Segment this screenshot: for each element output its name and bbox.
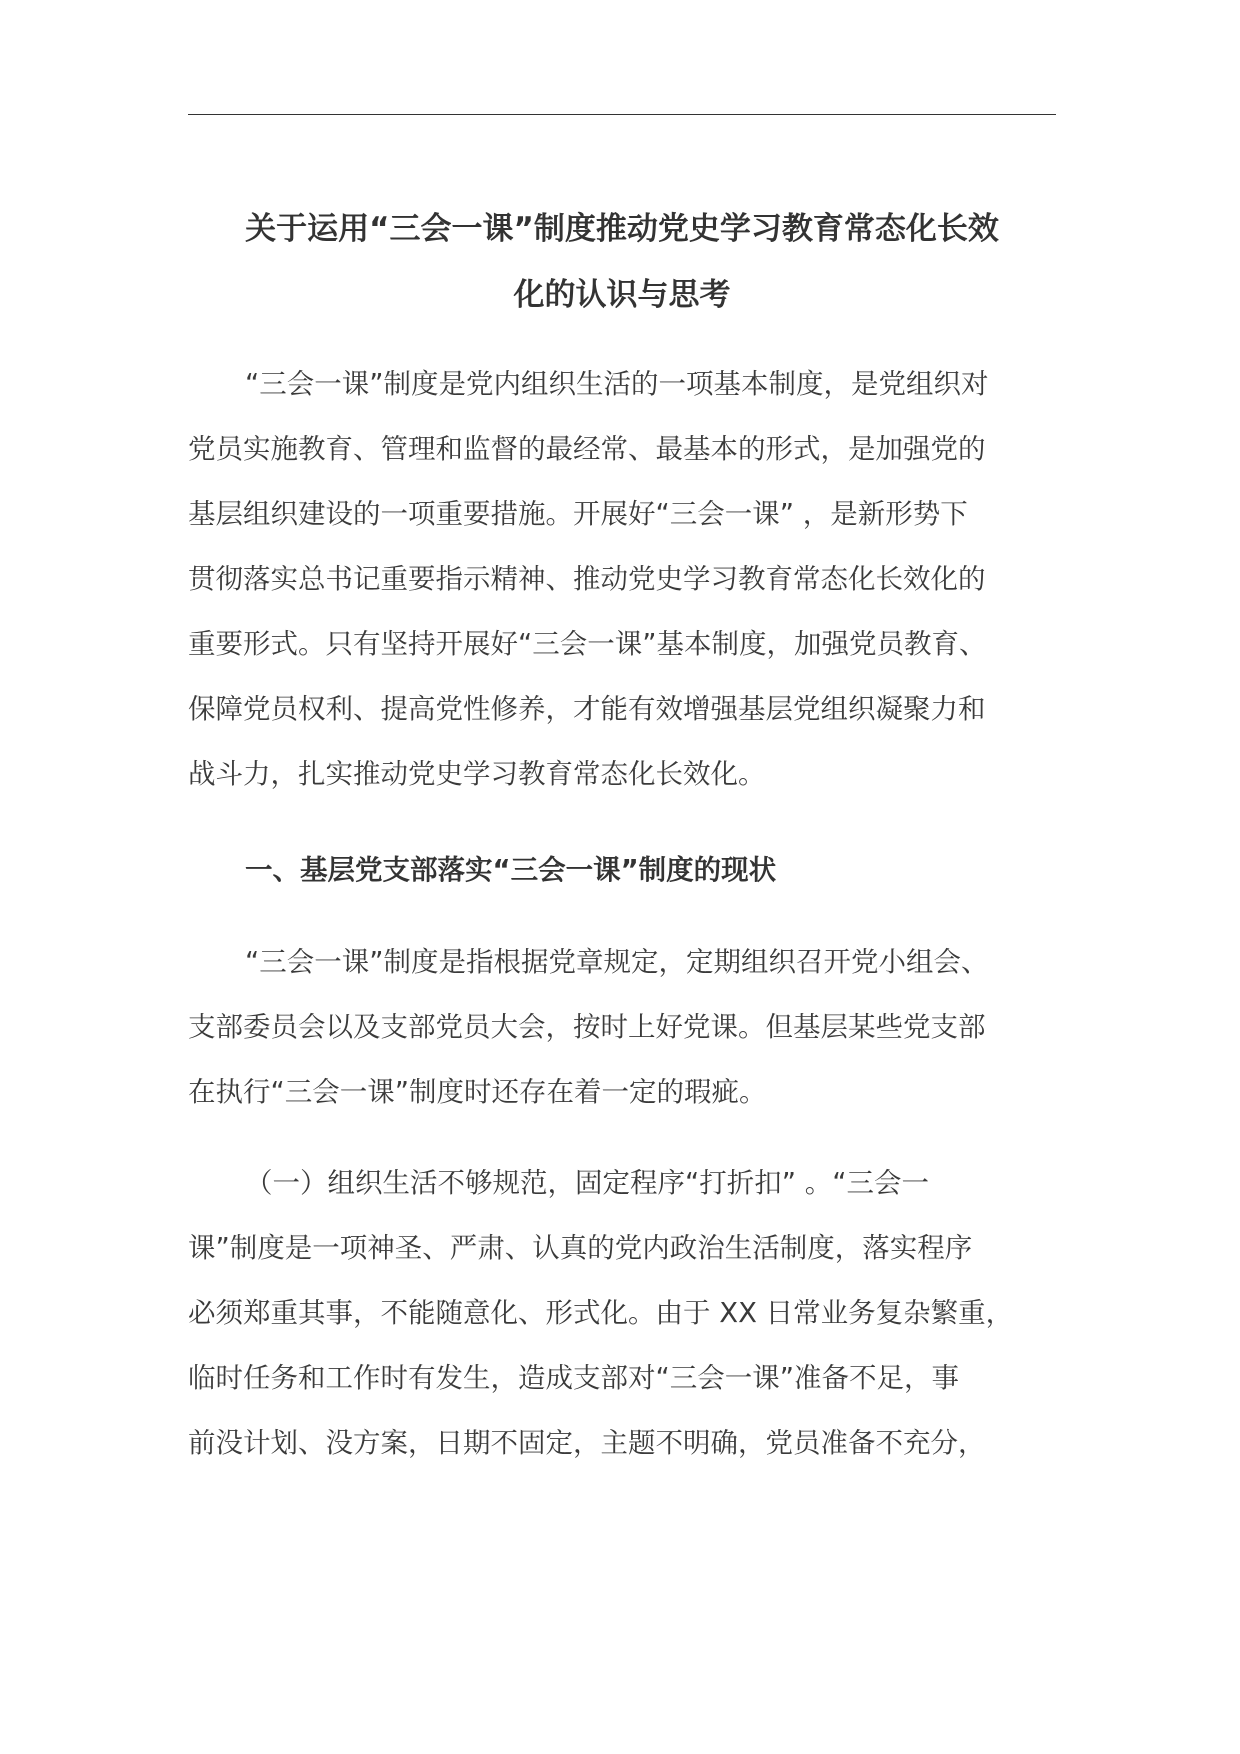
text-line: 贯彻落实总书记重要指示精神、推动党史学习教育常态化长效化的 [188,563,986,595]
text-line: “三会一课”制度是指根据党章规定，定期组织召开党小组会、 [245,946,989,978]
text-line: 重要形式。只有坚持开展好“三会一课”基本制度，加强党员教育、 [188,628,987,660]
text-line: 基层组织建设的一项重要措施。开展好“三会一课” ，是新形势下 [188,498,968,530]
text-line: （一）组织生活不够规范，固定程序“打折扣” 。“三会一 [245,1167,929,1199]
text-line: 临时任务和工作时有发生，造成支部对“三会一课”准备不足，事 [188,1362,959,1394]
paragraph-status [188,930,1078,1125]
text-line: 战斗力，扎实推动党史学习教育常态化长效化。 [188,758,766,790]
title-line: 化的认识与思考 [513,277,731,313]
text-line: 在执行“三会一课”制度时还存在着一定的瑕疵。 [188,1076,767,1108]
text-line: 课”制度是一项神圣、严肃、认真的党内政治生活制度，落实程序 [188,1232,973,1264]
title-line: 关于运用“三会一课”制度推动党史学习教育常态化长效 [245,211,999,247]
section-heading: 一、基层党支部落实“三会一课”制度的现状 [245,854,777,886]
paragraph-intro [188,352,1078,807]
text-line: 党员实施教育、管理和监督的最经常、最基本的形式，是加强党的 [188,433,986,465]
text-line: 支部委员会以及支部党员大会，按时上好党课。但基层某些党支部 [188,1011,986,1043]
paragraph-subsection-1 [188,1151,1078,1476]
document-title [188,196,1056,328]
text-line: 保障党员权利、提高党性修养，才能有效增强基层党组织凝聚力和 [188,693,986,725]
header-rule [188,114,1056,115]
text-line: 必须郑重其事，不能随意化、形式化。由于 XX 日常业务复杂繁重， [188,1297,1014,1329]
text-line: “三会一课”制度是党内组织生活的一项基本制度，是党组织对 [245,368,989,400]
text-line: 前没计划、没方案，日期不固定，主题不明确，党员准备不充分， [188,1427,986,1459]
